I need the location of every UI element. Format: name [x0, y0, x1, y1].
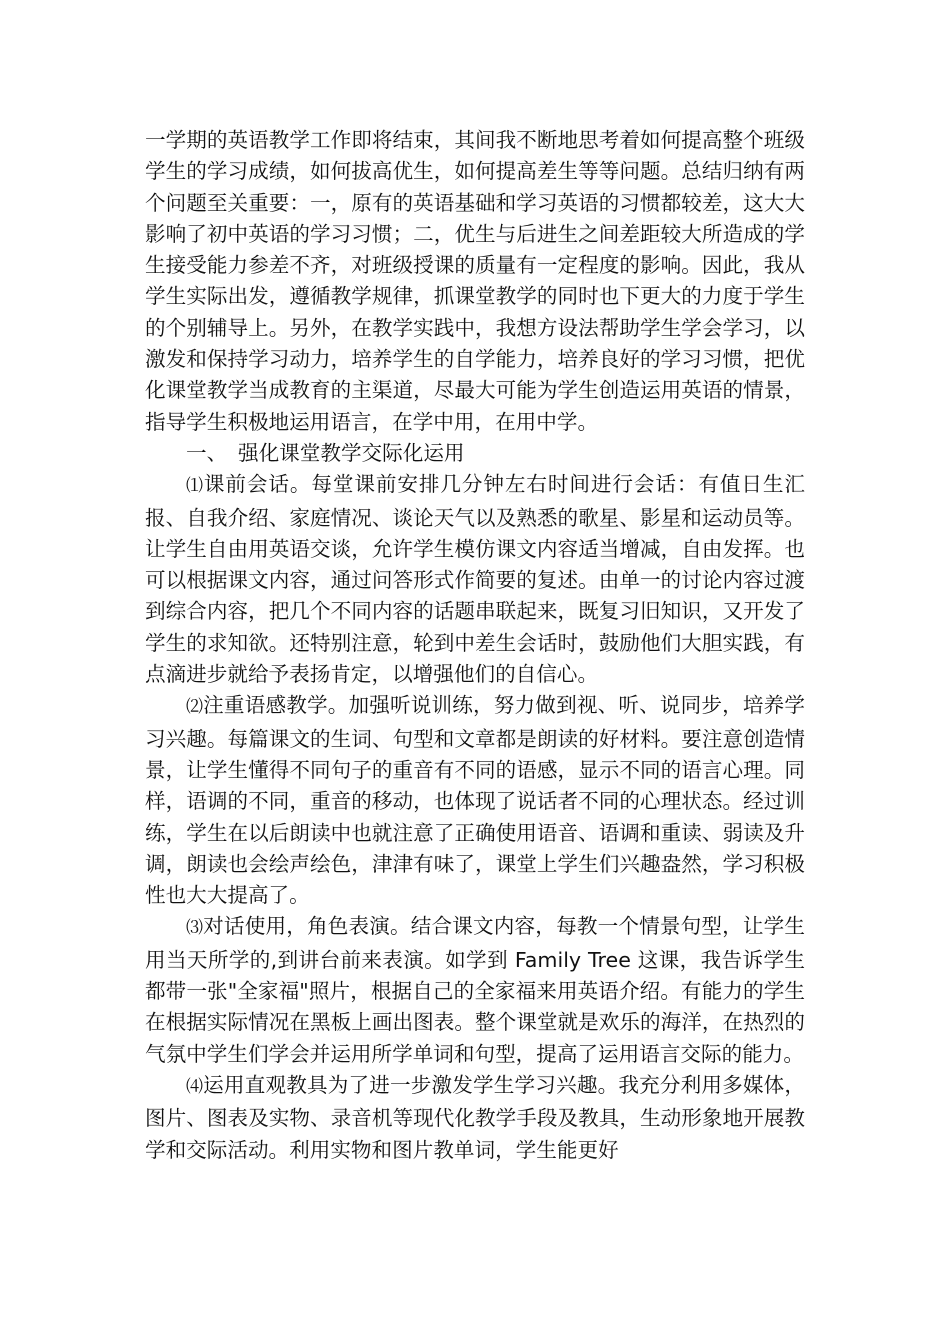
item-text: 对话使用，角色表演。结合课文内容，每教一个情景句型，让学生用当天所学的,到讲台前来表演。如学到 Family Tree 这课，我告诉学生都带一张"全家福"照片，根据自己的全家福来用英语介绍。有能力的学生在根据实际情况在黑板上画出图表。整个课堂就是欢乐的海洋，在热烈的气氛中学生们学会并运用所学单词和句型，提高了运用语言交际的能力。 [145, 914, 806, 1066]
document-body [145, 125, 805, 1166]
list-item [145, 1070, 805, 1166]
list-item [145, 911, 805, 1069]
list-item [145, 469, 805, 690]
section-title: 强化课堂教学交际化运用 [238, 440, 465, 465]
item-marker: ⑴ [186, 476, 204, 497]
section-number: 一、 [186, 440, 228, 465]
item-text: 注重语感教学。加强听说训练，努力做到视、听、说同步，培养学习兴趣。每篇课文的生词、句型和文章都是朗读的好材料。要注意创造情景，让学生懂得不同句子的重音有不同的语感，显示不同的语言心理。同样，语调的不同，重音的移动，也体现了说话者不同的心理状态。经过训练，学生在以后朗读中也就注意了正确使用语音、语调和重读、弱读及升调，朗读也会绘声绘色，津津有味了，课堂上学生们兴趣盎然，学习积极性也大大提高了。 [145, 693, 806, 908]
intro-paragraph: 一学期的英语教学工作即将结束，其间我不断地思考着如何提高整个班级学生的学习成绩，如何拔高优生，如何提高差生等等问题。总结归纳有两个问题至关重要：一，原有的英语基础和学习英语的习惯都较差，这大大影响了初中英语的学习习惯；二，优生与后进生之间差距较大所造成的学生接受能力参差不齐，对班级授课的质量有一定程度的影响。因此，我从学生实际出发，遵循教学规律，抓课堂教学的同时也下更大的力度于学生的个别辅导上。另外，在教学实践中，我想方设法帮助学生学会学习，以激发和保持学习动力，培养学生的自学能力，培养良好的学习习惯，把优化课堂教学当成教育的主渠道，尽最大可能为学生创造运用英语的情景，指导学生积极地运用语言，在学中用，在用中学。 [145, 128, 805, 434]
item-text: 运用直观教具为了进一步激发学生学习兴趣。我充分利用多媒体，图片、图表及实物、录音机等现代化教学手段及教具，生动形象地开展教学和交际活动。利用实物和图片教单词，学生能更好 [145, 1072, 806, 1162]
item-text: 课前会话。每堂课前安排几分钟左右时间进行会话：有值日生汇报、自我介绍、家庭情况、谈论天气以及熟悉的歌星、影星和运动员等。让学生自由用英语交谈，允许学生模仿课文内容适当增减，自由发挥。也可以根据课文内容，通过问答形式作简要的复述。由单一的讨论内容过渡到综合内容，把几个不同内容的话题串联起来，既复习旧知识，又开发了学生的求知欲。还特别注意，轮到中差生会话时，鼓励他们大胆实践，有点滴进步就给予表扬肯定，以增强他们的自信心。 [145, 472, 805, 687]
item-marker: ⑵ [186, 697, 204, 718]
item-marker: ⑶ [186, 918, 204, 939]
item-marker: ⑷ [186, 1076, 204, 1097]
list-item [145, 690, 805, 911]
section-heading [145, 438, 805, 469]
